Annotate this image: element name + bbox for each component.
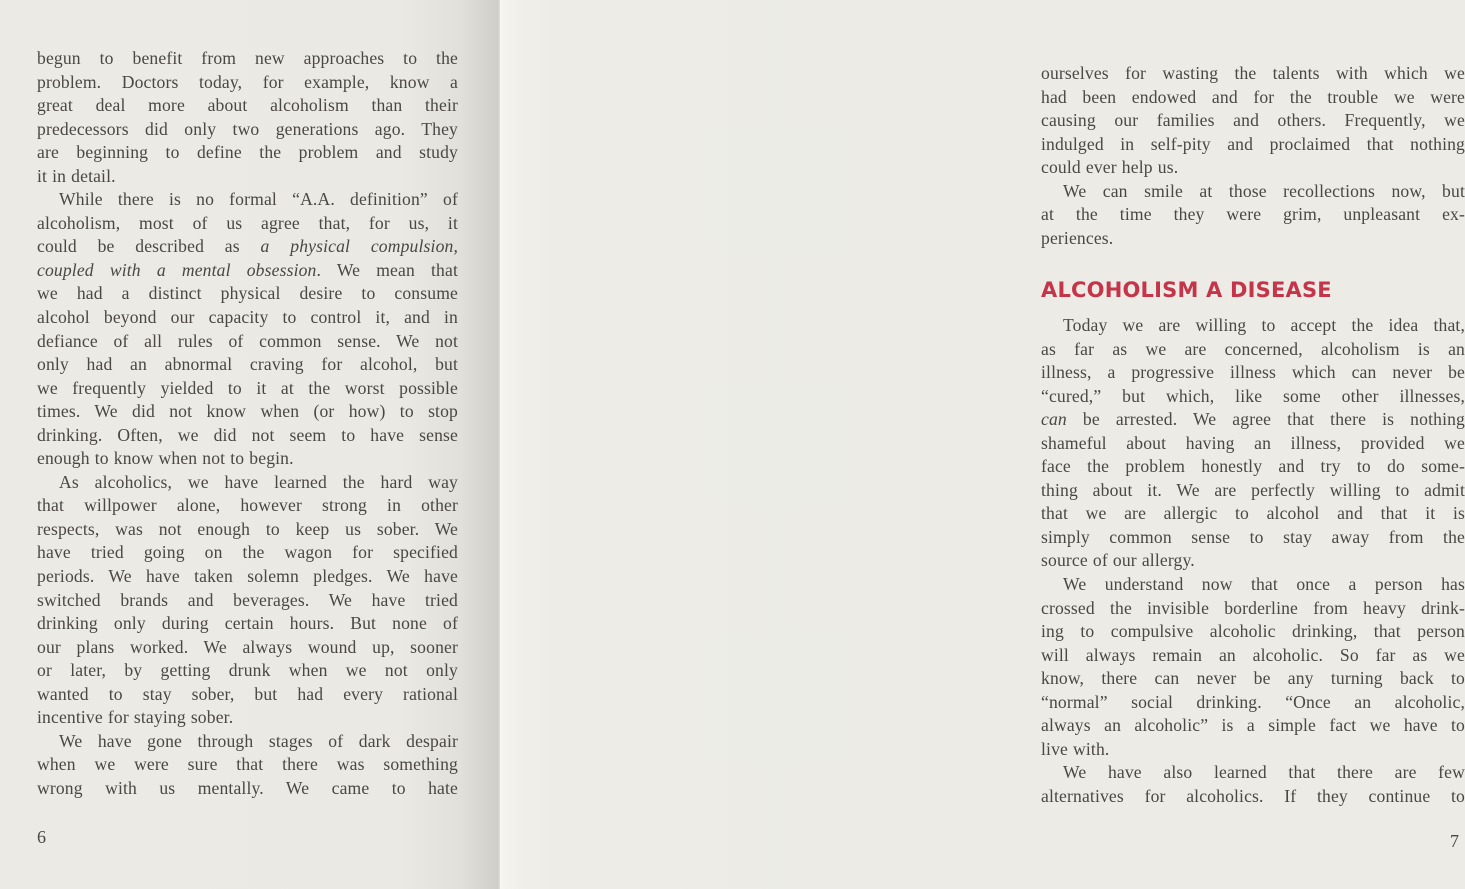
text-line: thing about it. We are perfectly willing to admit <box>1041 479 1465 500</box>
text-segment: . We mean that <box>316 259 458 280</box>
text-segment: could be described as <box>37 236 261 257</box>
text-line: We understand now that once a person has <box>1063 574 1465 595</box>
text-line: at the time they were grim, unpleasant ex- <box>1041 204 1465 225</box>
right-page <box>500 0 1465 889</box>
text-line: only had an abnormal craving for alcohol, but <box>37 354 458 375</box>
italic-phrase: coupled with a mental obsession <box>37 259 317 280</box>
text-line: that willpower alone, however strong in other <box>37 495 458 516</box>
page-number-left: 6 <box>37 827 46 847</box>
text-line: respects, was not enough to keep us sober. We <box>37 518 458 539</box>
text-line: could ever help us. <box>1041 157 1179 178</box>
text-line: great deal more about alcoholism than their <box>37 95 458 116</box>
text-line: we had a distinct physical desire to consume <box>37 283 458 304</box>
text-line: have tried going on the wagon for specified <box>37 542 458 563</box>
text-line: causing our families and others. Frequently, we <box>1041 110 1465 131</box>
text-line: always an alcoholic” is a simple fact we have to <box>1041 715 1465 736</box>
text-line: source of our allergy. <box>1041 550 1195 571</box>
text-line: periences. <box>1041 227 1114 248</box>
text-line: it in detail. <box>37 165 116 186</box>
text-line: times. We did not know when (or how) to stop <box>37 401 458 422</box>
text-line: or later, by getting drunk when we not only <box>37 660 458 681</box>
text-line: “normal” social drinking. “Once an alcoholic, <box>1041 691 1465 712</box>
text-line: problem. Doctors today, for example, know a <box>37 71 458 92</box>
text-line: Today we are willing to accept the idea that, <box>1063 315 1465 335</box>
text-line <box>37 235 458 259</box>
text-line <box>37 259 458 283</box>
text-line: alcohol beyond our capacity to control it, and in <box>37 307 458 328</box>
text-line: shameful about having an illness, provided we <box>1041 432 1465 453</box>
text-line: While there is no formal “A.A. definition” of <box>59 189 458 210</box>
text-line: alternatives for alcoholics. If they continue to <box>1041 785 1465 806</box>
text-line: drinking only during certain hours. But none of <box>37 613 458 634</box>
text-line: ourselves for wasting the talents with which we <box>1041 63 1465 83</box>
text-line: predecessors did only two generations ago. They <box>37 118 458 139</box>
text-line: when we were sure that there was something <box>37 754 458 775</box>
page-number-right: 7 <box>1450 831 1459 851</box>
text-line: periods. We have taken solemn pledges. We have <box>37 566 458 587</box>
text-line: we frequently yielded to it at the worst possible <box>37 377 458 398</box>
text-line: As alcoholics, we have learned the hard way <box>59 471 458 492</box>
text-line: switched brands and beverages. We have tried <box>37 589 458 610</box>
text-line: face the problem honestly and try to do some- <box>1041 456 1465 477</box>
text-line: that we are allergic to alcohol and that it is <box>1041 503 1465 524</box>
left-page-body <box>37 47 458 801</box>
left-page <box>0 0 500 889</box>
text-line: indulged in self-pity and proclaimed that nothing <box>1041 133 1465 154</box>
text-line: We have also learned that there are few <box>1063 762 1465 783</box>
text-line: as far as we are concerned, alcoholism is an <box>1041 338 1465 359</box>
italic-phrase: a physical compulsion, <box>260 236 459 257</box>
text-line: know, there can never be any turning back to <box>1041 668 1465 689</box>
text-line: ing to compulsive alcoholic drinking, that person <box>1041 621 1465 642</box>
text-line: We have gone through stages of dark despair <box>59 730 458 751</box>
section-heading: ALCOHOLISM A DISEASE <box>1041 278 1332 302</box>
right-page-body-top <box>1041 62 1465 250</box>
right-page-body-bottom <box>1041 314 1465 808</box>
text-line: wanted to stay sober, but had every rational <box>37 683 458 704</box>
text-line: We can smile at those recollections now, but <box>1063 180 1465 201</box>
italic-phrase: can <box>1041 409 1067 430</box>
text-line: are beginning to define the problem and study <box>37 142 458 163</box>
text-line: alcoholism, most of us agree that, for us, it <box>37 212 458 233</box>
text-line: simply common sense to stay away from the <box>1041 526 1465 547</box>
text-line: enough to know when not to begin. <box>37 448 294 469</box>
text-line: begun to benefit from new approaches to the <box>37 48 458 68</box>
text-line: our plans worked. We always wound up, sooner <box>37 636 458 657</box>
text-line: wrong with us mentally. We came to hate <box>37 777 458 798</box>
text-line: incentive for staying sober. <box>37 707 234 728</box>
text-segment: be arrested. We agree that there is nothing <box>1066 409 1465 430</box>
text-line: crossed the invisible borderline from heavy drink- <box>1041 597 1465 618</box>
text-line: “cured,” but which, like some other illnesses, <box>1041 385 1465 406</box>
text-line <box>1041 408 1465 432</box>
text-line: defiance of all rules of common sense. We not <box>37 330 458 351</box>
text-line: will always remain an alcoholic. So far as we <box>1041 644 1465 665</box>
text-line: drinking. Often, we did not seem to have sense <box>37 424 458 445</box>
text-line: live with. <box>1041 738 1110 759</box>
text-line: illness, a progressive illness which can never be <box>1041 362 1465 383</box>
text-line: had been endowed and for the trouble we were <box>1041 86 1465 107</box>
